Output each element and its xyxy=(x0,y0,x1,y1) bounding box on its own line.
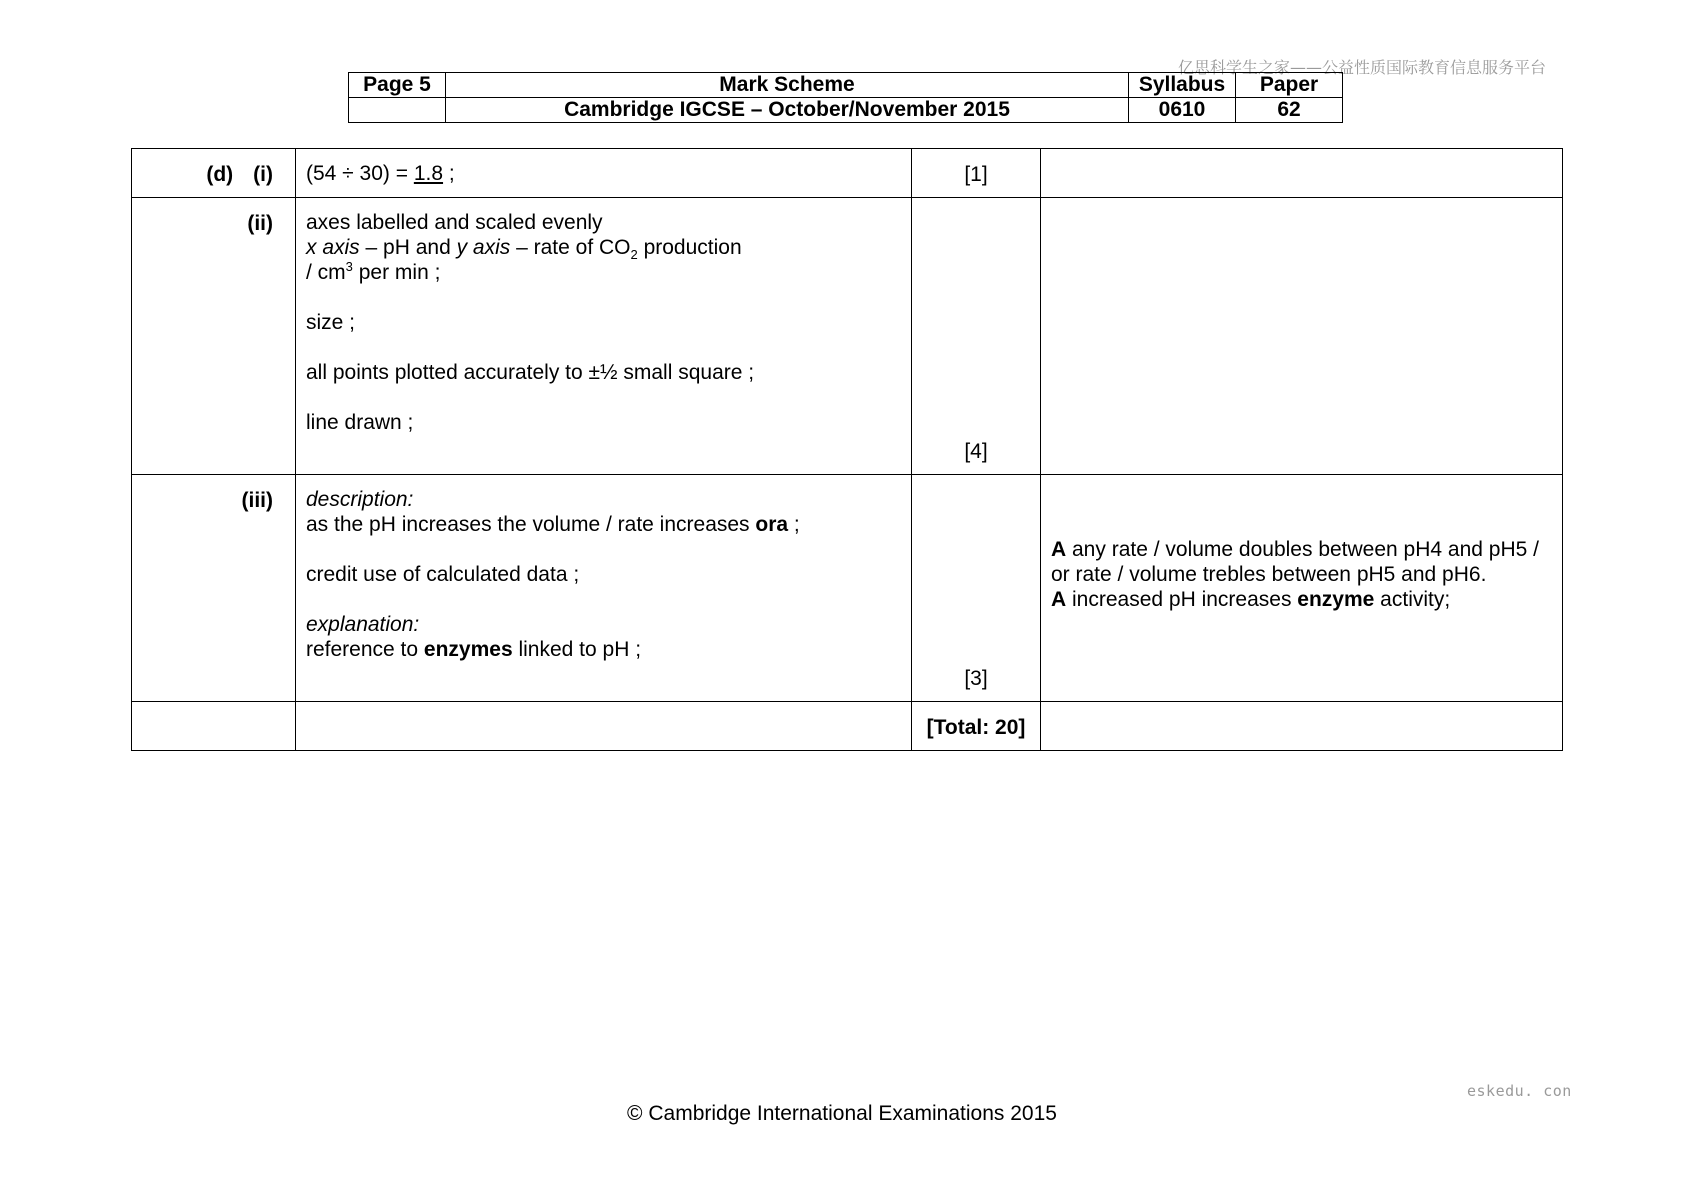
question-label xyxy=(132,149,296,198)
sub-label: (ii) xyxy=(247,212,273,235)
guidance-line: A any rate / volume doubles between pH4 and pH5 / or rate / volume trebles between pH5 and pH6. xyxy=(1051,538,1539,586)
answer-cell xyxy=(296,475,912,702)
empty-cell xyxy=(132,702,296,751)
question-label xyxy=(132,475,296,702)
answer-line: size ; xyxy=(306,311,356,334)
answer-line: / $cm^3$ per min ; xyxy=(306,259,441,284)
header-title: Mark Scheme xyxy=(446,73,1129,98)
header-syllabus-label: Syllabus xyxy=(1129,73,1236,98)
header-empty xyxy=(349,98,446,123)
header-table xyxy=(348,72,1343,123)
answer-text: (54 ÷ 30) = xyxy=(306,162,414,185)
guidance-cell xyxy=(1041,149,1563,198)
answer-line: explanation: xyxy=(306,613,420,636)
answer-line: axes labelled and scaled evenly xyxy=(306,211,603,234)
answer-cell xyxy=(296,149,912,198)
answer-line: line drawn ; xyxy=(306,411,414,434)
header-page: Page 5 xyxy=(349,73,446,98)
part-label: (d) xyxy=(206,163,234,186)
guidance-cell xyxy=(1041,475,1563,702)
mark-value: [1] xyxy=(964,163,988,186)
answer-text: ; xyxy=(443,162,455,185)
table-row xyxy=(132,475,1563,702)
table-row xyxy=(132,198,1563,475)
mark-cell xyxy=(912,149,1041,198)
table-row xyxy=(132,149,1563,198)
answer-line: description: xyxy=(306,488,414,511)
answer-line: as the pH increases the volume / rate increases ora ; xyxy=(306,513,800,536)
header-paper: 62 xyxy=(1236,98,1343,123)
answer-cell xyxy=(296,198,912,475)
answer-value: 1.8 xyxy=(413,162,444,185)
mark-value: [3] xyxy=(964,667,988,690)
mark-scheme-table xyxy=(131,148,1563,751)
sub-label: (iii) xyxy=(241,489,273,512)
total-mark: [Total: 20] xyxy=(926,716,1026,739)
total-mark-cell xyxy=(912,702,1041,751)
answer-line: x axis – pH and y axis – rate of $CO_2$ production xyxy=(306,236,742,263)
answer-line: reference to enzymes linked to pH ; xyxy=(306,638,642,661)
mark-cell xyxy=(912,475,1041,702)
watermark-bottom: eskedu. con xyxy=(1467,1082,1572,1100)
empty-cell xyxy=(296,702,912,751)
mark-cell xyxy=(912,198,1041,475)
footer-copyright: © Cambridge International Examinations 2015 xyxy=(627,1102,1057,1125)
empty-cell xyxy=(1041,702,1563,751)
answer-line: all points plotted accurately to ±½ small square ; xyxy=(306,361,755,384)
guidance-line: A increased pH increases enzyme activity; xyxy=(1051,588,1451,611)
watermark-top: 亿思科学生之家——公益性质国际教育信息服务平台 xyxy=(1178,58,1547,77)
answer-line: credit use of calculated data ; xyxy=(306,563,580,586)
header-paper-label: Paper xyxy=(1236,73,1343,98)
header-subtitle: Cambridge IGCSE – October/November 2015 xyxy=(446,98,1129,123)
table-row xyxy=(132,702,1563,751)
header-syllabus: 0610 xyxy=(1129,98,1236,123)
sub-label: (i) xyxy=(253,163,273,186)
question-label xyxy=(132,198,296,475)
guidance-cell xyxy=(1041,198,1563,475)
mark-value: [4] xyxy=(964,440,988,463)
